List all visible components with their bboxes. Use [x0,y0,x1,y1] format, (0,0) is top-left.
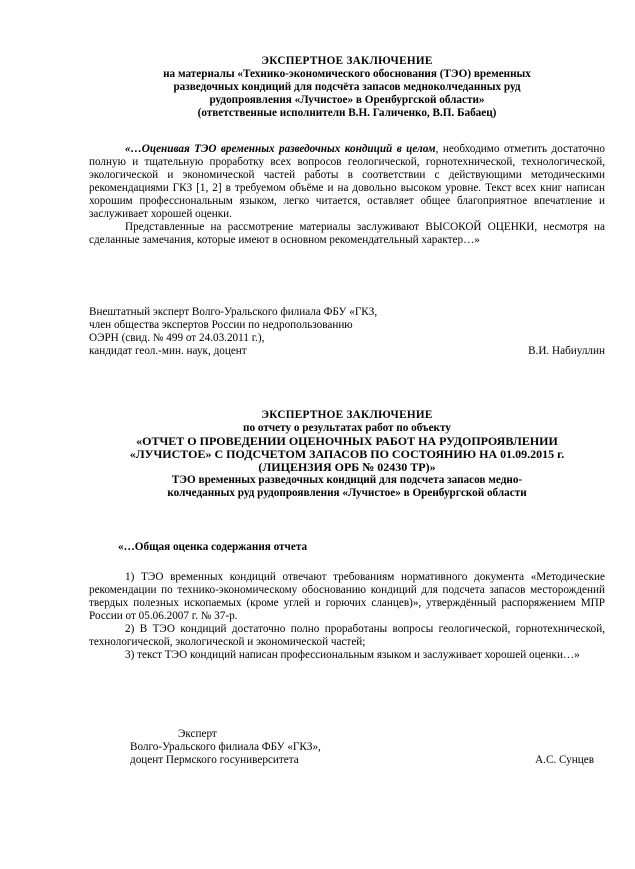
doc2-item-1: 1) ТЭО временных кондиций отвечают требованиям нормативного документа «Методические рекомендации по технико-экономическому обоснованию кондиций для подсчета запасов месторождений твердых полезных ископаемых (кроме углей и горючих сланцев)», утверждённый распоряжением МПР России от 05.06.2007 г. № 37-р. [89,571,605,622]
doc2-subtitle: по отчету о результатах работ по объекту [243,422,451,434]
doc2-signature [130,728,594,767]
doc1-subtitle-line: (ответственные исполнители В.Н. Галиченко, В.П. Бабаец) [197,107,497,119]
doc2-caps-line: «ЛУЧИСТОЕ» С ПОДСЧЕТОМ ЗАПАСОВ ПО СОСТОЯНИЮ НА 01.09.2015 г. [129,447,565,461]
doc2-item-3: 3) текст ТЭО кондиций написан профессиональным языком и заслуживает хорошей оценки…» [125,649,580,661]
doc1-quote-paragraph-2: Представленные на рассмотрение материалы заслуживают ВЫСОКОЙ ОЦЕНКИ, несмотря на сделанные замечания, которые имеют в основном рекомендательный характер…» [89,221,605,246]
doc2-header [89,409,605,500]
doc1-quote-rest: , необходимо отметить достаточно полную и тщательную проработку всех вопросов геологической, горнотехнической, технологической, экологической и экономической частей работы в соответствии с действующими методическими рекомендациями ГКЗ [1, 2] в требуемом объёме и на довольно высоком уровне. Текст всех книг написан хорошим профессиональным языком, легко читается, оставляет общее благоприятное впечатление и заслуживает хорошей оценки. [89,143,606,220]
doc2-signature-name: А.С. Сунцев [535,754,594,766]
doc1-quote [89,143,605,247]
doc1-title: ЭКСПЕРТНОЕ ЗАКЛЮЧЕНИЕ [261,55,433,67]
doc1-signature-line: Внештатный эксперт Волго-Уральского филиала ФБУ «ГКЗ, [89,306,378,318]
doc1-subtitle-line: разведочных кондиций для подсчёта запасов медноколчеданных руд [173,81,521,93]
doc2-subject-line: ТЭО временных разведочных кондиций для подсчета запасов медно- [171,474,523,486]
doc2-signature-org: Волго-Уральского филиала ФБУ «ГКЗ», [130,741,321,753]
doc2-item-2: 2) В ТЭО кондиций достаточно полно проработаны вопросы геологической, горнотехнической, технологической, экологической и экономической частей; [89,623,605,648]
doc1-subtitle-line: на материалы «Технико-экономического обоснования (ТЭО) временных [163,68,531,80]
doc1-header [89,55,605,120]
doc2-items [89,571,605,662]
doc2-title: ЭКСПЕРТНОЕ ЗАКЛЮЧЕНИЕ [261,409,433,421]
doc2-signature-row [130,754,594,767]
doc1-signature-row [89,345,605,358]
doc1-quote-lead: «…Оценивая ТЭО временных разведочных кондиций в целом [125,143,436,155]
doc1-signature-line: ОЭРН (свид. № 499 от 24.03.2011 г.), [89,332,265,344]
doc1-subtitle-line: рудопроявления «Лучистое» в Оренбургской области» [209,94,485,106]
doc1-signature-line: член общества экспертов России по недропользованию [89,319,353,331]
doc1-quote-paragraph-1 [89,143,605,221]
doc2-subject-line: колчеданных руд рудопроявления «Лучистое» в Оренбургской области [167,487,527,499]
doc2-signature-role: Эксперт [178,728,217,740]
doc2-caps-line: «ОТЧЕТ О ПРОВЕДЕНИИ ОЦЕНОЧНЫХ РАБОТ НА РУДОПРОЯВЛЕНИИ [136,434,558,448]
doc1-signature [89,306,605,358]
doc2-section-heading: «…Общая оценка содержания отчета [118,541,308,553]
doc1-signature-name: В.И. Набиуллин [528,345,605,357]
doc2-caps-line: (ЛИЦЕНЗИЯ ОРБ № 02430 ТР)» [258,460,436,474]
doc2-signature-position: доцент Пермского госуниверситета [130,754,299,766]
doc1-signature-degree: кандидат геол.-мин. наук, доцент [89,345,247,357]
